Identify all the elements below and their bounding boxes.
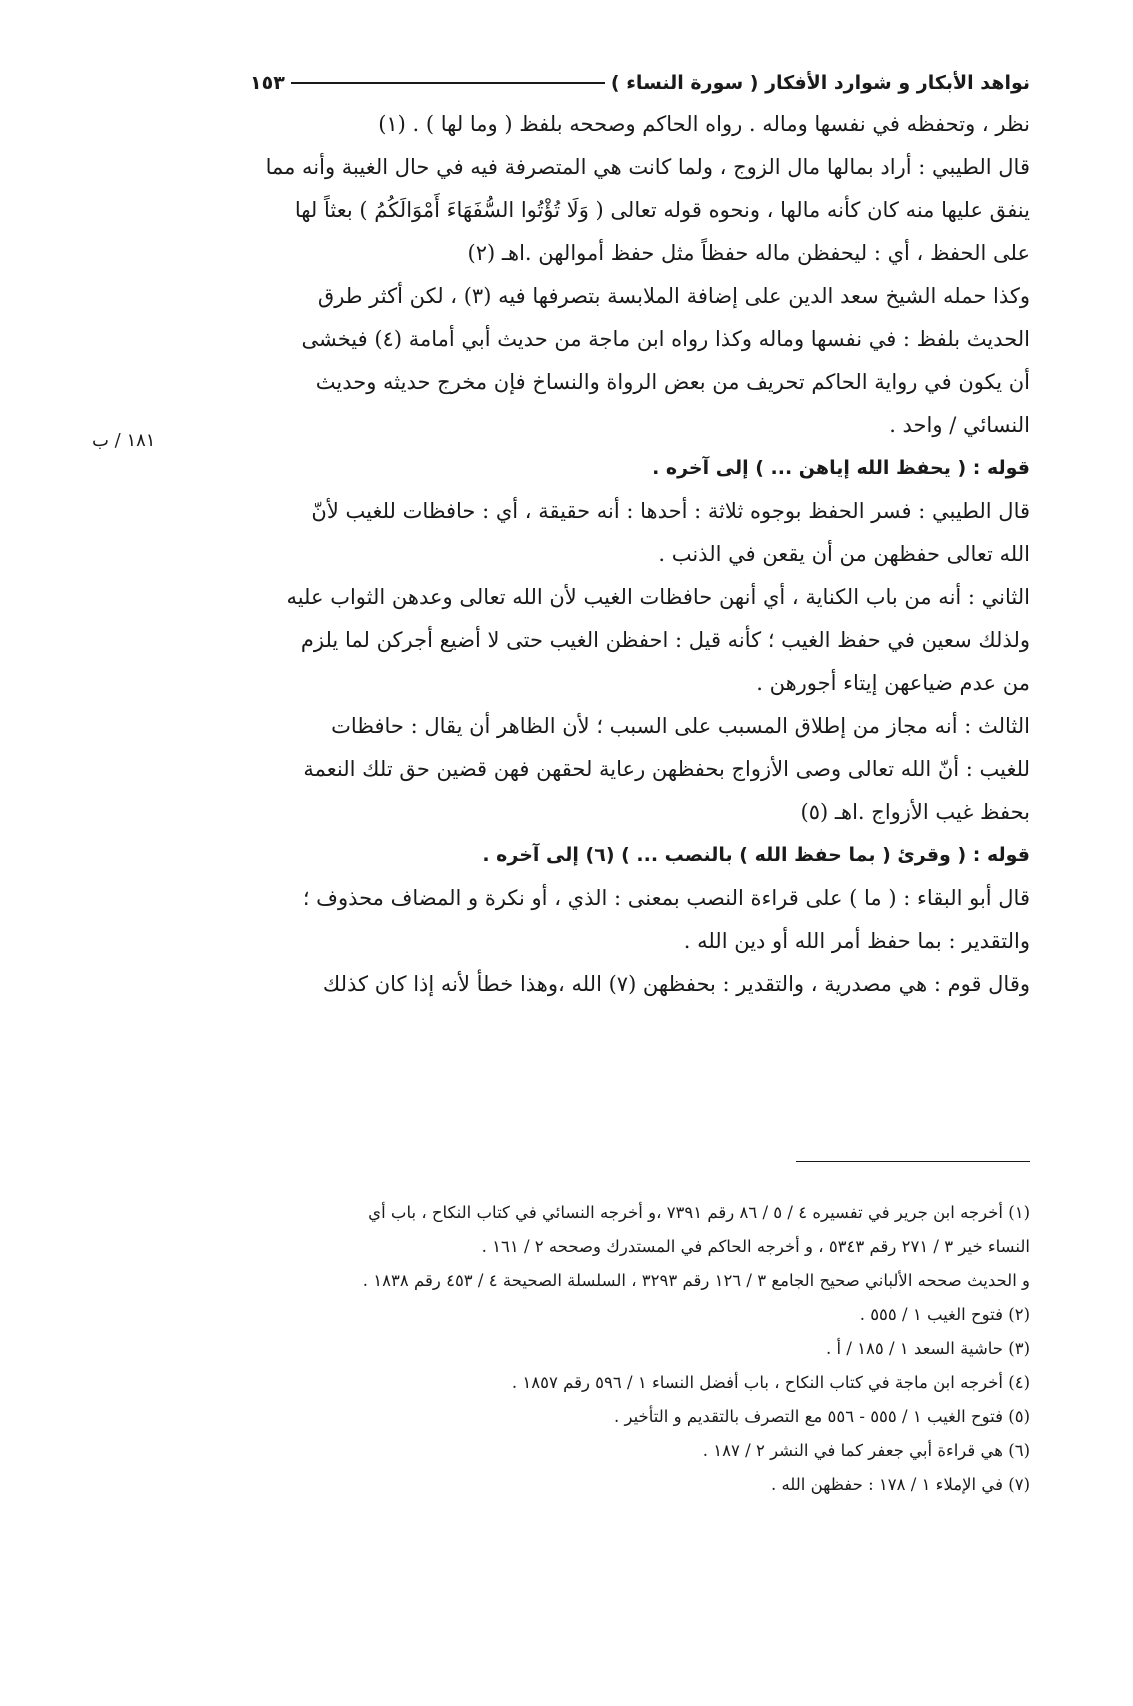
text-line: ولذلك سعين في حفظ الغيب ؛ كأنه قيل : احفظن الغيب حتى لا أضيع أجركن لما يلزم bbox=[300, 628, 1030, 652]
text-line: الثاني : أنه من باب الكناية ، أي أنهن حافظات الغيب لأن الله تعالى وعدهن الثواب عليه bbox=[286, 585, 1030, 609]
section-heading: قوله : ( يحفظ الله إياهن ... ) إلى آخره . bbox=[652, 457, 1030, 479]
text-line: النسائي / واحد . bbox=[889, 413, 1030, 437]
text-line: بحفظ غيب الأزواج .اهـ (٥) bbox=[800, 800, 1030, 824]
footnote-line: و الحديث صححه الألباني صحيح الجامع ٣ / ١٢٦ رقم ٣٢٩٣ ، السلسلة الصحيحة ٤ / ٤٥٣ رقم ١٨٣٨ . bbox=[362, 1271, 1030, 1290]
footnote-line: (٢) فتوح الغيب ١ / ٥٥٥ . bbox=[859, 1305, 1030, 1324]
text-line: على الحفظ ، أي : ليحفظن ماله حفظاً مثل حفظ أموالهن .اهـ (٢) bbox=[467, 241, 1030, 265]
footnote-line: (١) أخرجه ابن جرير في تفسيره ٤ / ٥ / ٨٦ رقم ٧٣٩١ ،و أخرجه النسائي في كتاب النكاح ، باب أي bbox=[368, 1203, 1030, 1222]
text-line: أن يكون في رواية الحاكم تحريف من بعض الرواة والنساخ فإن مخرج حديثه وحديث bbox=[315, 370, 1030, 394]
text-line: الله تعالى حفظهن من أن يقعن في الذنب . bbox=[658, 542, 1030, 566]
text-line: قال الطيبي : فسر الحفظ بوجوه ثلاثة : أحدها : أنه حقيقة ، أي : حافظات للغيب لأنّ bbox=[311, 499, 1030, 523]
text-line: من عدم ضياعهن إيتاء أجورهن . bbox=[756, 671, 1030, 695]
text-line: قال أبو البقاء : ( ما ) على قراءة النصب بمعنى : الذي ، أو نكرة و المضاف محذوف ؛ bbox=[302, 886, 1030, 910]
margin-folio-note: ١٨١ / ب bbox=[92, 430, 156, 451]
footnote-line: النساء خير ٣ / ٢٧١ رقم ٥٣٤٣ ، و أخرجه الحاكم في المستدرك وصححه ٢ / ١٦١ . bbox=[481, 1237, 1030, 1256]
text-line: والتقدير : بما حفظ أمر الله أو دين الله . bbox=[683, 929, 1030, 953]
footnote-line: (٦) هي قراءة أبي جعفر كما في النشر ٢ / ١٨٧ . bbox=[702, 1441, 1030, 1460]
footnote-line: (٣) حاشية السعد ١ / ١٨٥ / أ . bbox=[826, 1339, 1030, 1358]
running-header bbox=[250, 66, 1030, 100]
text-line: الحديث بلفظ : في نفسها وماله وكذا رواه ابن ماجة من حديث أبي أمامة (٤) فيخشى bbox=[301, 327, 1030, 351]
footnote-line: (٤) أخرجه ابن ماجة في كتاب النكاح ، باب أفضل النساء ١ / ٥٩٦ رقم ١٨٥٧ . bbox=[511, 1373, 1030, 1392]
footnotes bbox=[252, 1196, 1030, 1502]
header-title: نواهد الأبكار و شوارد الأفكار ( سورة النساء ) bbox=[610, 72, 1030, 94]
text-line: قال الطيبي : أراد بمالها مال الزوج ، ولما كانت هي المتصرفة فيه في حال الغيبة وأنه مما bbox=[265, 155, 1030, 179]
text-line: وكذا حمله الشيخ سعد الدين على إضافة الملابسة بتصرفها فيه (٣) ، لكن أكثر طرق bbox=[317, 284, 1030, 308]
section-heading: قوله : ( وقرئ ( بما حفظ الله ) بالنصب ... ) (٦) إلى آخره . bbox=[482, 844, 1030, 866]
text-line: الثالث : أنه مجاز من إطلاق المسبب على السبب ؛ لأن الظاهر أن يقال : حافظات bbox=[331, 714, 1030, 738]
text-line: للغيب : أنّ الله تعالى وصى الأزواج بحفظهن رعاية لحقهن فهن قضين حق تلك النعمة bbox=[303, 757, 1030, 781]
footnote-line: (٧) في الإملاء ١ / ١٧٨ : حفظهن الله . bbox=[770, 1475, 1030, 1494]
header-rule bbox=[291, 82, 605, 84]
text-line: وقال قوم : هي مصدرية ، والتقدير : بحفظهن (٧) الله ،وهذا خطأ لأنه إذا كان كذلك bbox=[322, 972, 1030, 996]
footnote-separator bbox=[796, 1161, 1030, 1162]
main-text bbox=[252, 103, 1030, 1006]
text-line: ينفق عليها منه كان كأنه مالها ، ونحوه قوله تعالى ( وَلَا تُؤْتُوا السُّفَهَاءَ أَمْوَالَكُمُ ) بعثاً لها bbox=[294, 198, 1030, 222]
footnote-line: (٥) فتوح الغيب ١ / ٥٥٥ - ٥٥٦ مع التصرف بالتقديم و التأخير . bbox=[613, 1407, 1030, 1426]
text-line: نظر ، وتحفظه في نفسها وماله . رواه الحاكم وصححه بلفظ ( وما لها ) . (١) bbox=[378, 112, 1030, 136]
page-number: ١٥٣ bbox=[250, 72, 285, 94]
